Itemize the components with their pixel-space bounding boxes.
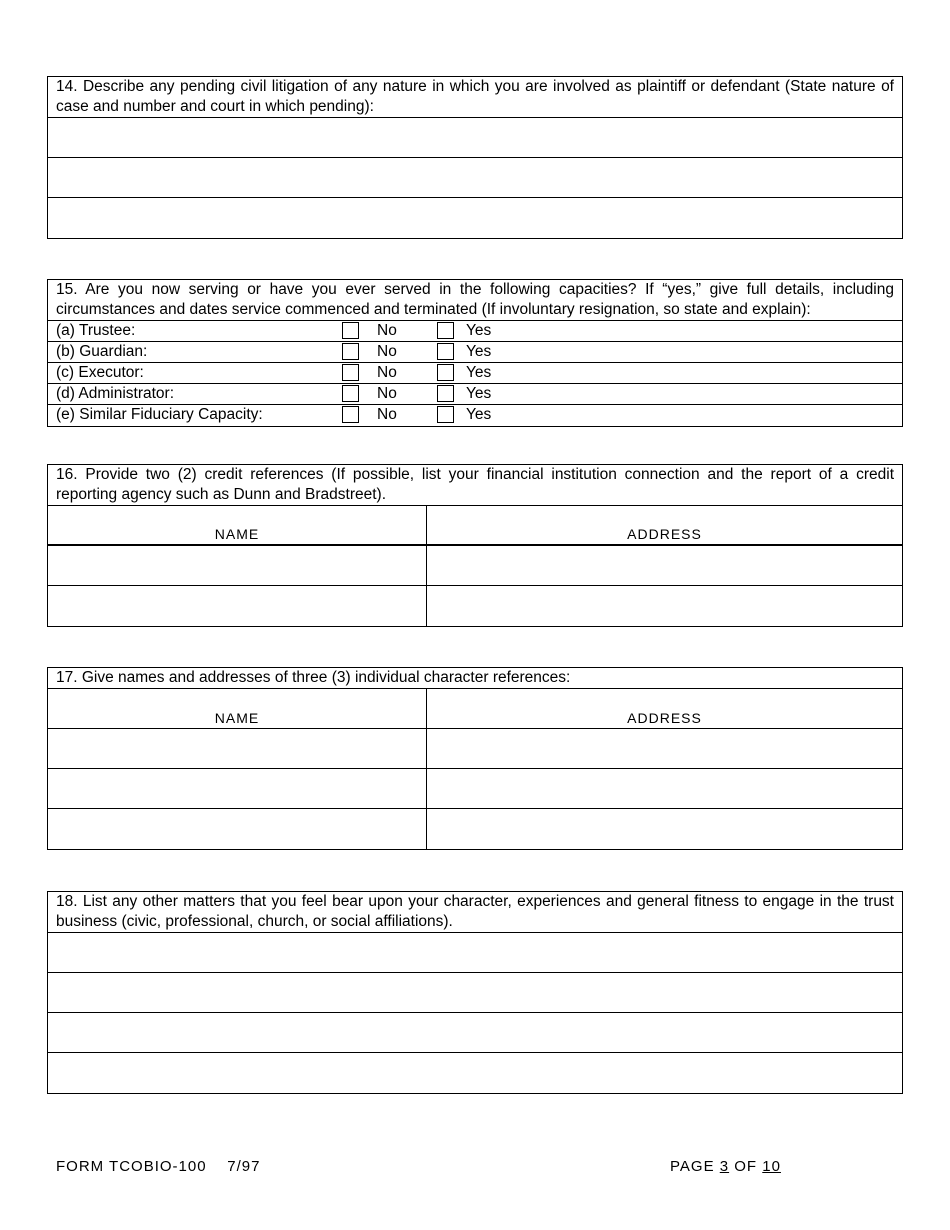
address-column-header: ADDRESS [627, 526, 702, 542]
yes-label: Yes [466, 322, 492, 339]
q16-table-header [48, 506, 902, 546]
q17-question: 17. Give names and addresses of three (3) individual character references: [48, 668, 902, 689]
no-label: No [377, 322, 397, 339]
character-ref-3-address-field[interactable] [427, 809, 902, 849]
similar-fiduciary-no-checkbox[interactable] [342, 406, 359, 423]
character-ref-2-address-field[interactable] [427, 769, 902, 808]
q18-answer-line-1[interactable] [48, 933, 902, 973]
q14-section [47, 76, 903, 239]
yes-label: Yes [466, 364, 492, 381]
page-number [670, 1158, 781, 1175]
q15-label-executor: (c) Executor: [56, 364, 144, 381]
page-of: OF [729, 1158, 763, 1175]
table-row [48, 729, 902, 769]
q16-section [47, 464, 903, 627]
table-row [48, 546, 902, 586]
yes-label: Yes [466, 385, 492, 402]
q18-answer-line-3[interactable] [48, 1013, 902, 1053]
q15-row-executor [48, 363, 902, 384]
table-row [48, 809, 902, 849]
q18-answer-line-4[interactable] [48, 1053, 902, 1093]
q15-label-similar-fiduciary: (e) Similar Fiduciary Capacity: [56, 406, 263, 423]
trustee-no-checkbox[interactable] [342, 322, 359, 339]
no-label: No [377, 385, 397, 402]
q18-section [47, 891, 903, 1094]
name-column-header: NAME [48, 506, 427, 544]
q14-answer-line-2[interactable] [48, 158, 902, 198]
q15-row-similar-fiduciary [48, 405, 902, 426]
credit-ref-1-address-field[interactable] [427, 546, 902, 585]
executor-no-checkbox[interactable] [342, 364, 359, 381]
table-row [48, 769, 902, 809]
q18-answer-line-2[interactable] [48, 973, 902, 1013]
credit-ref-2-address-field[interactable] [427, 586, 902, 626]
q15-row-guardian [48, 342, 902, 363]
character-ref-2-name-field[interactable] [48, 769, 427, 808]
trustee-yes-checkbox[interactable] [437, 322, 454, 339]
similar-fiduciary-yes-checkbox[interactable] [437, 406, 454, 423]
q14-answer-line-1[interactable] [48, 118, 902, 158]
administrator-no-checkbox[interactable] [342, 385, 359, 402]
q14-answer-line-3[interactable] [48, 198, 902, 238]
executor-yes-checkbox[interactable] [437, 364, 454, 381]
q18-question: 18. List any other matters that you feel bear upon your character, experiences and general fitness to engage in the trust business (civic, professional, church, or social affiliations). [48, 892, 902, 933]
q14-question: 14. Describe any pending civil litigation of any nature in which you are involved as plaintiff or defendant (State nature of case and number and court in which pending): [48, 77, 902, 118]
yes-label: Yes [466, 343, 492, 360]
page-total: 10 [762, 1158, 781, 1175]
yes-label: Yes [466, 406, 492, 423]
q15-label-trustee: (a) Trustee: [56, 322, 136, 339]
page-prefix: PAGE [670, 1158, 720, 1175]
no-label: No [377, 364, 397, 381]
q15-section [47, 279, 903, 427]
character-ref-3-name-field[interactable] [48, 809, 427, 849]
q15-label-guardian: (b) Guardian: [56, 343, 148, 360]
no-label: No [377, 343, 397, 360]
no-label: No [377, 406, 397, 423]
page-current: 3 [719, 1158, 730, 1175]
q15-row-trustee [48, 321, 902, 342]
q15-row-administrator [48, 384, 902, 405]
table-row [48, 586, 902, 626]
credit-ref-1-name-field[interactable] [48, 546, 427, 585]
character-ref-1-name-field[interactable] [48, 729, 427, 768]
form-id: FORM TCOBIO-100 7/97 [56, 1158, 261, 1175]
guardian-yes-checkbox[interactable] [437, 343, 454, 360]
q16-question: 16. Provide two (2) credit references (If possible, list your financial institution connection and the report of a credit reporting agency such as Dunn and Bradstreet). [48, 465, 902, 506]
q15-label-administrator: (d) Administrator: [56, 385, 175, 402]
credit-ref-2-name-field[interactable] [48, 586, 427, 626]
q17-section [47, 667, 903, 850]
name-column-header: NAME [48, 689, 427, 728]
q15-question: 15. Are you now serving or have you ever served in the following capacities? If “yes,” give full details, including circumstances and dates service commenced and terminated (If involuntary resignation, so state and explain): [48, 280, 902, 321]
administrator-yes-checkbox[interactable] [437, 385, 454, 402]
address-column-header: ADDRESS [627, 710, 702, 726]
guardian-no-checkbox[interactable] [342, 343, 359, 360]
q17-table-header [48, 689, 902, 729]
character-ref-1-address-field[interactable] [427, 729, 902, 768]
